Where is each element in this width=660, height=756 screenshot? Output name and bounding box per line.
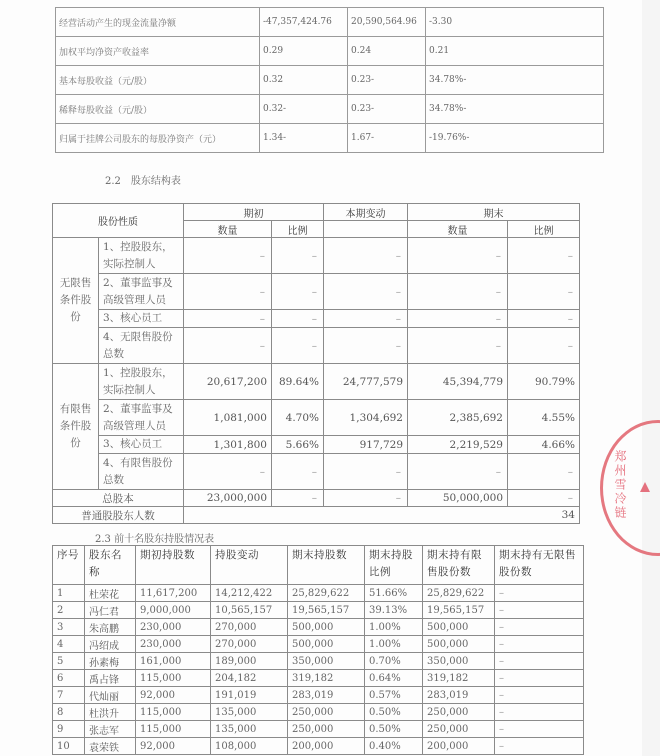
cell-change: 1,304,692 [324, 400, 408, 436]
table-row [53, 687, 584, 704]
cell-change: 191,019 [211, 687, 288, 704]
cell-unrestricted: – [495, 738, 584, 755]
table-row [56, 124, 604, 153]
cell-begin-shares: 9,000,000 [136, 602, 211, 619]
cell-begin-shares: 115,000 [136, 721, 211, 738]
header-begin-shares: 期初持股数 [136, 546, 211, 585]
cell-end-qty: 2,219,529 [408, 436, 508, 454]
header-name: 股东名称 [85, 546, 136, 585]
header-nature: 股份性质 [53, 204, 184, 238]
header-row [53, 204, 580, 221]
cell-end-ratio: 0.50% [365, 704, 423, 721]
cell-previous: 1.67- [348, 124, 426, 153]
cell-change: – [324, 238, 408, 274]
cell-change: 135,000 [211, 704, 288, 721]
cell-name: 张志军 [85, 721, 136, 738]
cell-restricted: 19,565,157 [423, 602, 495, 619]
cell-end-ratio: 51.66% [365, 585, 423, 602]
cell-name: 冯绍成 [85, 636, 136, 653]
cell-current: 0.29 [260, 37, 348, 66]
cell-change: 34.78%- [426, 66, 604, 95]
top-ten-shareholders-table [52, 545, 584, 755]
cell-unrestricted: – [495, 653, 584, 670]
cell-restricted: 500,000 [423, 636, 495, 653]
cell-change: – [324, 310, 408, 328]
table-row [53, 328, 580, 364]
table-row [56, 8, 604, 37]
row-label: 加权平均净资产收益率 [56, 37, 260, 66]
cell-unrestricted: – [495, 636, 584, 653]
cell-end-ratio: 4.66% [508, 436, 580, 454]
cell-begin-qty: 23,000,000 [184, 490, 272, 507]
cell-index: 7 [53, 687, 85, 704]
holders-count: 34 [184, 507, 580, 524]
cell-restricted: 250,000 [423, 721, 495, 738]
company-seal-text: 郑州雪冷链 [613, 450, 627, 520]
cell-name: 杜荣花 [85, 585, 136, 602]
table-row [53, 704, 584, 721]
cell-begin-ratio: – [272, 490, 324, 507]
group-label-restricted: 有限售条件股份 [53, 364, 99, 490]
cell-unrestricted: – [495, 619, 584, 636]
cell-current: 0.32 [260, 66, 348, 95]
cell-change: 14,212,422 [211, 585, 288, 602]
cell-index: 1 [53, 585, 85, 602]
row-label: 2、董事监事及高级管理人员 [99, 274, 184, 310]
row-label: 3、核心员工 [99, 310, 184, 328]
cell-restricted: 200,000 [423, 738, 495, 755]
cell-end-shares: 350,000 [288, 653, 365, 670]
cell-change: 10,565,157 [211, 602, 288, 619]
table-row [53, 619, 584, 636]
header-end-qty: 数量 [408, 221, 508, 238]
cell-begin-shares: 92,000 [136, 687, 211, 704]
cell-change: – [324, 274, 408, 310]
table-row [56, 66, 604, 95]
cell-end-qty: – [408, 454, 508, 490]
cell-end-ratio: 0.64% [365, 670, 423, 687]
cell-begin-qty: – [184, 310, 272, 328]
cell-index: 10 [53, 738, 85, 755]
cell-begin-shares: 161,000 [136, 653, 211, 670]
cell-change: – [324, 328, 408, 364]
cell-index: 9 [53, 721, 85, 738]
group-label-unrestricted: 无限售条件股份 [53, 238, 99, 364]
cell-end-ratio: – [508, 310, 580, 328]
cell-end-ratio: 1.00% [365, 636, 423, 653]
table-row [53, 636, 584, 653]
cell-previous: 0.24 [348, 37, 426, 66]
header-begin: 期初 [184, 204, 324, 221]
cell-end-ratio: 0.57% [365, 687, 423, 704]
table-row [53, 670, 584, 687]
cell-begin-qty: – [184, 274, 272, 310]
row-label: 1、控股股东，实际控制人 [99, 238, 184, 274]
header-index: 序号 [53, 546, 85, 585]
cell-current: 1.34- [260, 124, 348, 153]
cell-end-qty: – [408, 310, 508, 328]
cell-change: 108,000 [211, 738, 288, 755]
cell-name: 袁荣铁 [85, 738, 136, 755]
cell-begin-ratio: – [272, 454, 324, 490]
cell-begin-qty: 20,617,200 [184, 364, 272, 400]
cell-begin-ratio: 5.66% [272, 436, 324, 454]
cell-name: 禹占锋 [85, 670, 136, 687]
cell-end-shares: 25,829,622 [288, 585, 365, 602]
table-row [53, 602, 584, 619]
table-row [53, 364, 580, 400]
cell-begin-ratio: 89.64% [272, 364, 324, 400]
holders-label: 普通股股东人数 [53, 507, 184, 524]
cell-end-ratio: 0.40% [365, 738, 423, 755]
row-label: 经营活动产生的现金流量净额 [56, 8, 260, 37]
cell-unrestricted: – [495, 721, 584, 738]
cell-change: 270,000 [211, 619, 288, 636]
row-label: 4、有限售股份总数 [99, 454, 184, 490]
cell-end-shares: 283,019 [288, 687, 365, 704]
seal-star-icon [640, 482, 650, 492]
cell-index: 6 [53, 670, 85, 687]
cell-begin-shares: 115,000 [136, 670, 211, 687]
cell-change: -3.30 [426, 8, 604, 37]
cell-restricted: 25,829,622 [423, 585, 495, 602]
table-row [53, 585, 584, 602]
cell-restricted: 319,182 [423, 670, 495, 687]
cell-begin-ratio: – [272, 310, 324, 328]
header-begin-qty: 数量 [184, 221, 272, 238]
cell-end-ratio: 90.79% [508, 364, 580, 400]
total-row [53, 490, 580, 507]
cell-begin-qty: 1,301,800 [184, 436, 272, 454]
cell-change: 24,777,579 [324, 364, 408, 400]
cell-change: – [324, 490, 408, 507]
cell-begin-shares: 230,000 [136, 619, 211, 636]
cell-begin-shares: 11,617,200 [136, 585, 211, 602]
table-row [56, 95, 604, 124]
cell-index: 4 [53, 636, 85, 653]
shareholder-structure-table [52, 203, 580, 524]
cell-end-ratio: – [508, 328, 580, 364]
page-edge [642, 0, 660, 756]
row-label: 1、控股股东，实际控制人 [99, 364, 184, 400]
table-row [56, 37, 604, 66]
header-end-shares: 期末持股数 [288, 546, 365, 585]
cell-end-shares: 319,182 [288, 670, 365, 687]
row-label: 归属于挂牌公司股东的每股净资产（元） [56, 124, 260, 153]
cell-previous: 0.23- [348, 95, 426, 124]
cell-begin-shares: 115,000 [136, 704, 211, 721]
cell-change: 204,182 [211, 670, 288, 687]
row-label: 4、无限售股份总数 [99, 328, 184, 364]
cell-index: 8 [53, 704, 85, 721]
table-row [53, 310, 580, 328]
header-end: 期末 [408, 204, 580, 221]
cell-end-qty: – [408, 274, 508, 310]
cell-previous: 20,590,564.96 [348, 8, 426, 37]
cell-end-ratio: – [508, 238, 580, 274]
cell-restricted: 283,019 [423, 687, 495, 704]
cell-current: 0.32- [260, 95, 348, 124]
cell-end-shares: 19,565,157 [288, 602, 365, 619]
cell-begin-qty: – [184, 238, 272, 274]
cell-index: 5 [53, 653, 85, 670]
cell-end-qty: 2,385,692 [408, 400, 508, 436]
cell-previous: 0.23- [348, 66, 426, 95]
cell-end-ratio: – [508, 454, 580, 490]
cell-end-shares: 200,000 [288, 738, 365, 755]
header-restricted: 期末持有限售股份数 [423, 546, 495, 585]
table-row [53, 454, 580, 490]
cell-end-shares: 250,000 [288, 721, 365, 738]
cell-restricted: 250,000 [423, 704, 495, 721]
table-row [53, 436, 580, 454]
cell-unrestricted: – [495, 585, 584, 602]
table-row [53, 238, 580, 274]
header-change: 本期变动 [324, 204, 408, 221]
cell-end-ratio: – [508, 274, 580, 310]
cell-name: 代灿丽 [85, 687, 136, 704]
cell-unrestricted: – [495, 687, 584, 704]
table-row [53, 721, 584, 738]
cell-change: 0.21 [426, 37, 604, 66]
cell-unrestricted: – [495, 704, 584, 721]
cell-current: -47,357,424.76 [260, 8, 348, 37]
table-row [53, 653, 584, 670]
cell-name: 冯仁君 [85, 602, 136, 619]
cell-begin-qty: – [184, 328, 272, 364]
cell-name: 杜洪升 [85, 704, 136, 721]
cell-end-ratio: 0.50% [365, 721, 423, 738]
section-title-top-ten-shareholders: 2.3 前十名股东持股情况表 [95, 534, 215, 545]
cell-unrestricted: – [495, 602, 584, 619]
cell-change: -19.76%- [426, 124, 604, 153]
cell-end-qty: 45,394,779 [408, 364, 508, 400]
cell-end-shares: 500,000 [288, 619, 365, 636]
cell-unrestricted: – [495, 670, 584, 687]
header-row [53, 546, 584, 585]
cell-end-ratio: – [508, 490, 580, 507]
cell-end-ratio: 0.70% [365, 653, 423, 670]
cell-begin-qty: 1,081,000 [184, 400, 272, 436]
cell-end-ratio: 4.55% [508, 400, 580, 436]
cell-end-qty: – [408, 238, 508, 274]
cell-end-qty: – [408, 328, 508, 364]
cell-begin-ratio: – [272, 328, 324, 364]
cell-end-ratio: 39.13% [365, 602, 423, 619]
cell-restricted: 350,000 [423, 653, 495, 670]
company-seal [600, 420, 660, 556]
table-row [53, 400, 580, 436]
header-change-blank [324, 221, 408, 238]
section-title-shareholder-structure: 2.2 股东结构表 [105, 176, 181, 187]
cell-end-shares: 250,000 [288, 704, 365, 721]
total-label: 总股本 [53, 490, 184, 507]
financial-indicators-table [55, 7, 604, 153]
cell-restricted: 500,000 [423, 619, 495, 636]
cell-begin-ratio: 4.70% [272, 400, 324, 436]
cell-end-ratio: 1.00% [365, 619, 423, 636]
row-label: 基本每股收益（元/股） [56, 66, 260, 95]
table-row [53, 738, 584, 755]
cell-begin-shares: 230,000 [136, 636, 211, 653]
cell-change: 34.78%- [426, 95, 604, 124]
row-label: 3、核心员工 [99, 436, 184, 454]
header-end-ratio: 期末持股比例 [365, 546, 423, 585]
row-label: 稀释每股收益（元/股） [56, 95, 260, 124]
cell-change: 270,000 [211, 636, 288, 653]
cell-name: 孙素梅 [85, 653, 136, 670]
cell-end-qty: 50,000,000 [408, 490, 508, 507]
cell-begin-qty: – [184, 454, 272, 490]
header-unrestricted: 期末持有无限售股份数 [495, 546, 584, 585]
cell-change: 135,000 [211, 721, 288, 738]
cell-begin-shares: 92,000 [136, 738, 211, 755]
header-change: 持股变动 [211, 546, 288, 585]
cell-begin-ratio: – [272, 238, 324, 274]
header-begin-ratio: 比例 [272, 221, 324, 238]
cell-name: 朱高鹏 [85, 619, 136, 636]
cell-end-shares: 500,000 [288, 636, 365, 653]
cell-index: 3 [53, 619, 85, 636]
cell-begin-ratio: – [272, 274, 324, 310]
table-row [53, 274, 580, 310]
cell-change: 917,729 [324, 436, 408, 454]
cell-change: – [324, 454, 408, 490]
holders-row [53, 507, 580, 524]
cell-index: 2 [53, 602, 85, 619]
cell-change: 189,000 [211, 653, 288, 670]
row-label: 2、董事监事及高级管理人员 [99, 400, 184, 436]
header-end-ratio: 比例 [508, 221, 580, 238]
